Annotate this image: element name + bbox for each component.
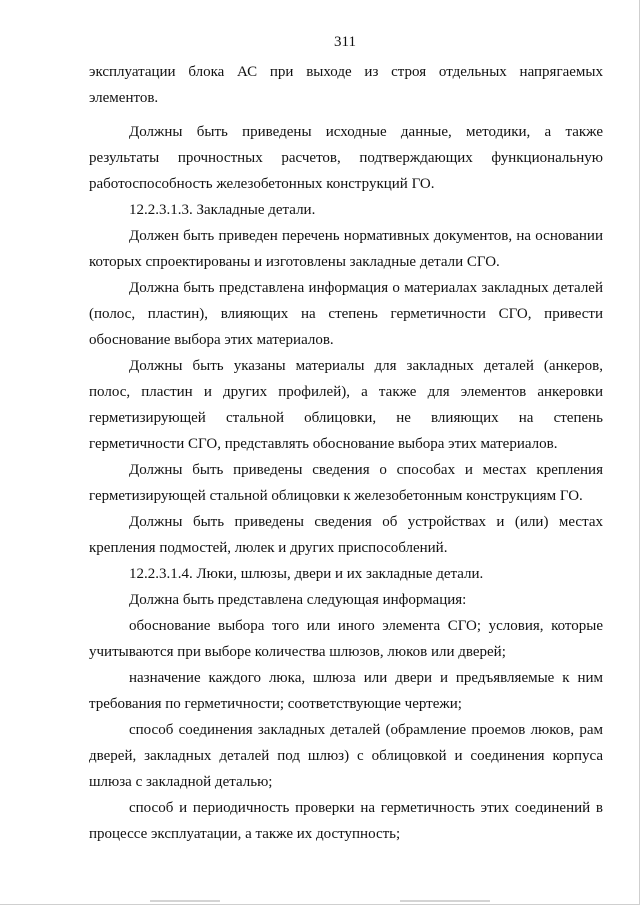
paragraph-source-data: Должны быть приведены исходные данные, методики, а также результаты прочностных расчетов, подтверждающих функциональную работоспособность железобетонных конструкций ГО. [89,124,603,192]
paragraph-scaffolding-fastening: Должны быть приведены сведения об устройствах и (или) местах крепления подмостей, люлек и других приспособлений. [89,514,603,556]
section-heading-hatches-airlocks: 12.2.3.1.4. Люки, шлюзы, двери и их закладные детали. [129,566,484,582]
paragraph-material-information: Должна быть представлена информация о материалах закладных деталей (полос, пластин), влияющих на степень герметичности СГО, привести обоснование выбора этих материалов. [89,280,603,348]
scan-edge-mark [400,900,490,902]
paragraph-continuation: эксплуатации блока АС при выходе из строя отдельных напрягаемых элементов. [89,64,603,106]
paragraph-information-intro: Должна быть представлена следующая информация: [129,592,467,608]
paragraph-normative-documents: Должен быть приведен перечень нормативных документов, на основании которых спроектированы и изготовлены закладные детали СГО. [89,228,603,270]
paragraph-anchor-materials: Должны быть указаны материалы для закладных деталей (анкеров, полос, пластин и других профилей), а также для элементов анкеровки герметизирующей стальной облицовки, не влияющих на степень герметичности СГО, представлять обоснование выбора этих материалов. [89,358,603,452]
paragraph-element-choice: обоснование выбора того или иного элемента СГО; условия, которые учитываются при выборе количества шлюзов, люков или дверей; [89,618,603,660]
paragraph-hatch-purpose: назначение каждого люка, шлюза или двери и предъявляемые к ним требования по герметичности; соответствующие чертежи; [89,670,603,712]
paragraph-fastening-methods: Должны быть приведены сведения о способах и местах крепления герметизирующей стальной облицовки к железобетонным конструкциям ГО. [89,462,603,504]
scan-edge-mark [150,900,220,902]
paragraph-connection-method: способ соединения закладных деталей (обрамление проемов люков, рам дверей, закладных деталей под шлюз) с облицовкой и соединения корпуса шлюза с закладной деталью; [89,722,603,790]
page-number: 311 [334,34,356,50]
paragraph-tightness-check: способ и периодичность проверки на герметичность этих соединений в процессе эксплуатации, а также их доступность; [89,800,603,842]
section-heading-embedded-parts: 12.2.3.1.3. Закладные детали. [129,202,316,218]
document-body [89,59,603,847]
